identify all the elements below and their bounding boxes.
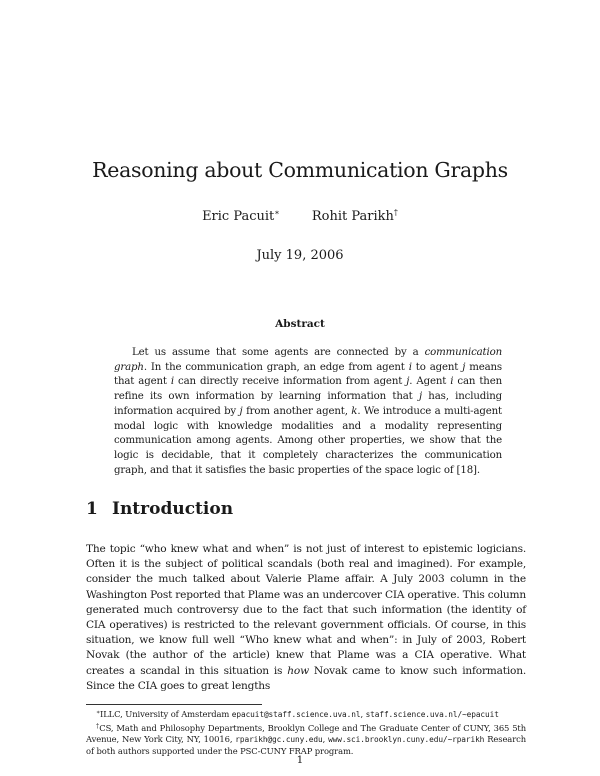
section-heading [86, 499, 233, 519]
homepage-link[interactable]: www.sci.brooklyn.cuny.edu/∼rparikh [328, 735, 485, 745]
footnote-mark: ∗ [274, 208, 280, 217]
author-name: Eric Pacuit [202, 209, 275, 224]
abstract-heading: Abstract [275, 318, 325, 330]
paper-title: Reasoning about Communication Graphs [92, 158, 508, 182]
footnote: ∗ILLC, University of Amsterdam epacuit@staff.science.uva.nl, staff.science.uva.nl/∼epacuit [96, 709, 499, 719]
section-title: Introduction [112, 499, 234, 519]
author-name: Rohit Parikh [311, 209, 394, 224]
email-link[interactable]: epacuit@staff.science.uva.nl [231, 710, 361, 719]
footnote-mark: † [393, 208, 398, 217]
page-number: 1 [296, 754, 304, 766]
paper-date: July 19, 2006 [256, 248, 344, 263]
homepage-link[interactable]: staff.science.uva.nl/∼epacuit [365, 710, 499, 719]
author-list [0, 208, 600, 224]
author-1 [202, 208, 280, 224]
footnote-divider [86, 704, 262, 705]
author-2 [312, 208, 398, 224]
section-number: 1 [86, 499, 98, 519]
section-body: The topic “who knew what and when” is not just of interest to epistemic logicians. Often it is the subject of political scandals (both real and imagined). For example, consider the much talked about Valerie Plame affair. A July 2003 column in the Washington Post reported that Plame was an undercover CIA operative. This column generated much controversy due to the fact that such information (the identity of CIA operatives) is restricted to the relevant government officials. Of course, in this situation, we know full well “Who knew what and when”: in July of 2003, Robert Novak (the author of the article) knew that Plame was a CIA operative. What creates a scandal in this situation is how Novak came to know such information. Since the CIA goes to great lengths [86, 543, 526, 692]
email-link[interactable]: rparikh@gc.cuny.edu [235, 735, 323, 745]
footnote: †CS, Math and Philosophy Departments, Brooklyn College and The Graduate Center of CUNY, 365 5th Avenue, New York City, NY, 10016, rparikh@gc.cuny.edu, www.sci.brooklyn.cuny.edu/∼rparikh Research of both authors supported under the PSC-CUNY FRAP program. [86, 722, 526, 756]
footnotes [86, 707, 526, 757]
abstract-text: Let us assume that some agents are connected by a communication graph. In the communication graph, an edge from agent i to agent j means that agent i can directly receive information from agent j. Agent i can then refine its own information by learning information that j has, including information acquired by j from another agent, k. We introduce a multi-agent modal logic with knowledge modalities and a modality representing communication among agents. Among other properties, we show that the logic is decidable, that it completely characterizes the communication graph, and that it satisfies the basic properties of the space logic of [18]. [114, 347, 503, 476]
